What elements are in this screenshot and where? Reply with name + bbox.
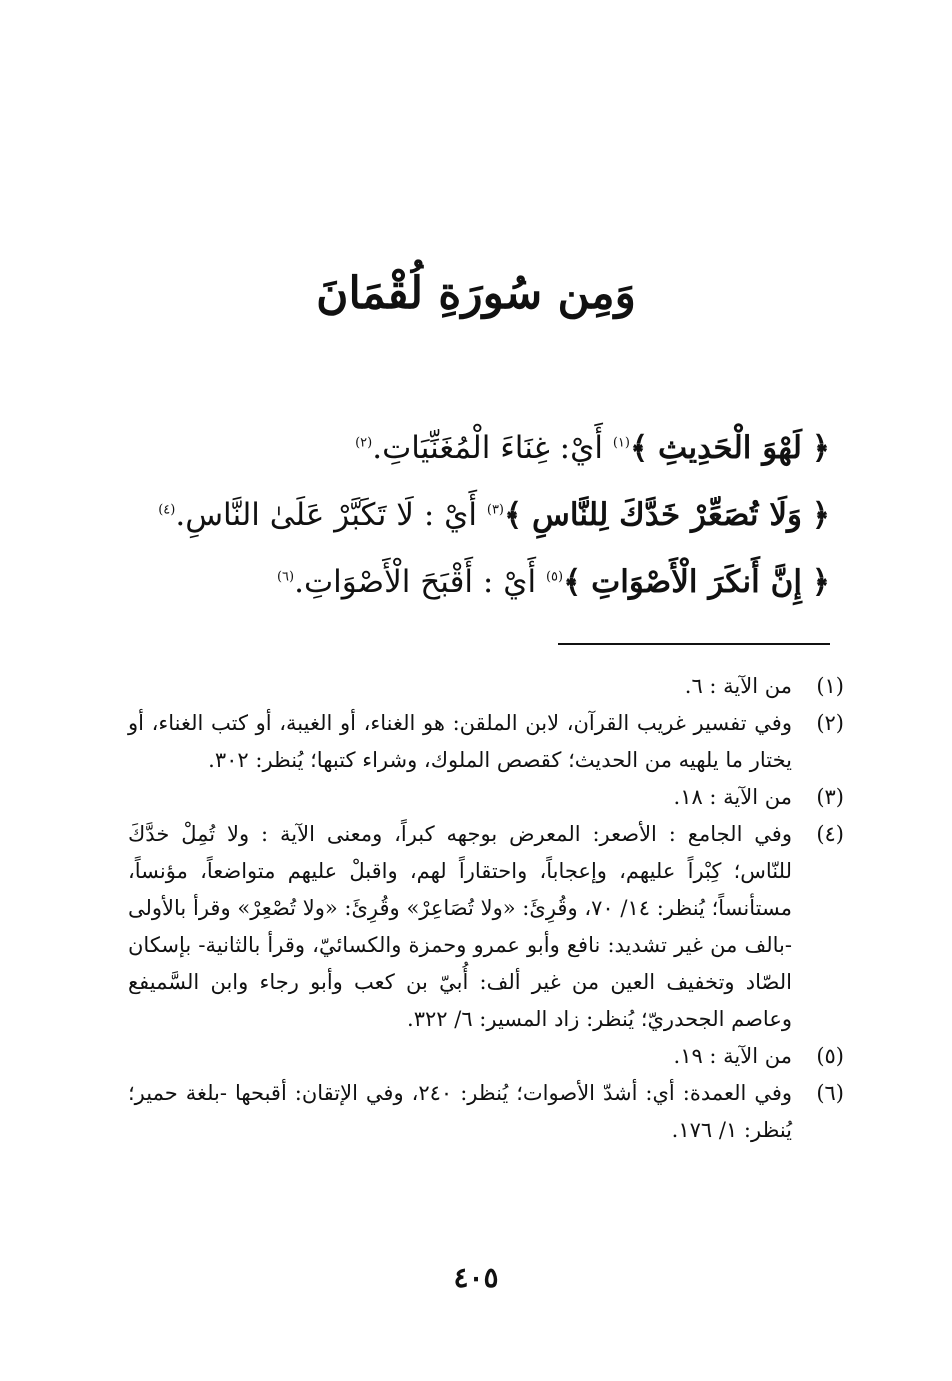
verse-line — [100, 495, 830, 535]
verse-line — [100, 428, 830, 468]
ornate-bracket-close: ﴾ — [504, 497, 523, 533]
footnote-text: وفي العمدة: أي: أشدّ الأصوات؛ يُنظر: ٢٤٠، وفي الإتقان: أقبحها -بلغة حمير؛ يُنظر: ١/ ١٧٦. — [128, 1081, 793, 1142]
footnote-text: من الآية : ١٩. — [673, 1044, 792, 1068]
page-number: ٤٠٥ — [453, 1261, 499, 1294]
footnote-number: (٤) — [816, 822, 844, 846]
footnote — [128, 668, 844, 705]
footnotes-block — [128, 668, 844, 1149]
verse-gloss: أَيْ: غِنَاءَ الْمُغَنِّيَاتِ. — [372, 430, 603, 466]
ornate-bracket-close: ﴾ — [563, 564, 582, 600]
ornate-bracket-open: ﴿ — [811, 430, 830, 466]
verse-gloss: أَيْ : أَقْبَحَ الْأَصْوَاتِ. — [294, 564, 537, 600]
footnote-number: (٢) — [816, 711, 844, 735]
footnote-number: (٦) — [816, 1081, 844, 1105]
quran-quote: وَلَا تُصَعِّرْ خَدَّكَ لِلنَّاسِ — [532, 497, 802, 533]
footnote — [128, 779, 844, 816]
footnote — [128, 705, 844, 779]
footnote-ref: (١) — [612, 435, 630, 451]
footnote-ref: (٤) — [158, 502, 176, 518]
footnote-text: من الآية : ٦. — [684, 674, 792, 698]
footnote-text: وفي تفسير غريب القرآن، لابن الملقن: هو الغناء، أو الغيبة، أو كتب الغناء، أو يختار ما يلهيه من الحديث؛ كقصص الملوك، وشراء كتبها؛ يُنظر: ٣٠٢. — [128, 711, 792, 772]
footnote — [128, 1075, 844, 1149]
ornate-bracket-open: ﴿ — [811, 497, 830, 533]
ornate-bracket-open: ﴿ — [811, 564, 830, 600]
footnote-divider — [558, 643, 830, 645]
ornate-bracket-close: ﴾ — [629, 430, 649, 466]
surah-title: وَمِن سُورَةِ لُقْمَانَ — [316, 268, 636, 319]
footnote-number: (١) — [816, 674, 844, 698]
footnote-text: وفي الجامع : الأصعر: المعرض بوجهه كبراً، ومعنى الآية : ولا تُمِلْ خدَّكَ للنّاس؛ كِبْراً عليهم، وإعجاباً، واحتقاراً لهم، واقبلْ عليهم متواضعاً، مؤنساً، مستأنساً؛ يُنظر: ١٤/ ٧٠، وقُرِئَ: «ولا تُصَاعِرْ» وقُرِئَ: «ولا تُصْعِرْ» وقرأ بالأولى -بالف من غير تشديد: نافع وأبو عمرو وحمزة والكسائيّ، وقرأ بالثانية- بإسكان الصّاد وتخفيف العين من غير ألف: أُبيّ بن كعب وأبو رجاء وابن السَّميفع وعاصم الجحدريّ؛ يُنظر: زاد المسير: ٦/ ٣٢٢. — [128, 822, 792, 1031]
quran-quote: لَهْوَ الْحَدِيثِ — [658, 430, 802, 466]
footnote-ref: (٦) — [276, 569, 295, 585]
footnote-ref: (٢) — [355, 435, 373, 451]
footnote-ref: (٣) — [486, 502, 504, 518]
quran-quote: إِنَّ أَنكَرَ الْأَصْوَاتِ — [591, 564, 802, 600]
footnote-ref: (٥) — [545, 569, 564, 585]
footnote-number: (٣) — [816, 785, 844, 809]
verse-line — [100, 562, 830, 602]
footnote-text: من الآية : ١٨. — [673, 785, 792, 809]
verses-block — [100, 428, 830, 629]
verse-gloss: أَيْ : لَا تَكَبَّرْ عَلَىٰ النَّاسِ. — [175, 497, 477, 533]
footnote-number: (٥) — [816, 1044, 844, 1068]
footnote — [128, 1038, 844, 1075]
footnote — [128, 816, 844, 1038]
